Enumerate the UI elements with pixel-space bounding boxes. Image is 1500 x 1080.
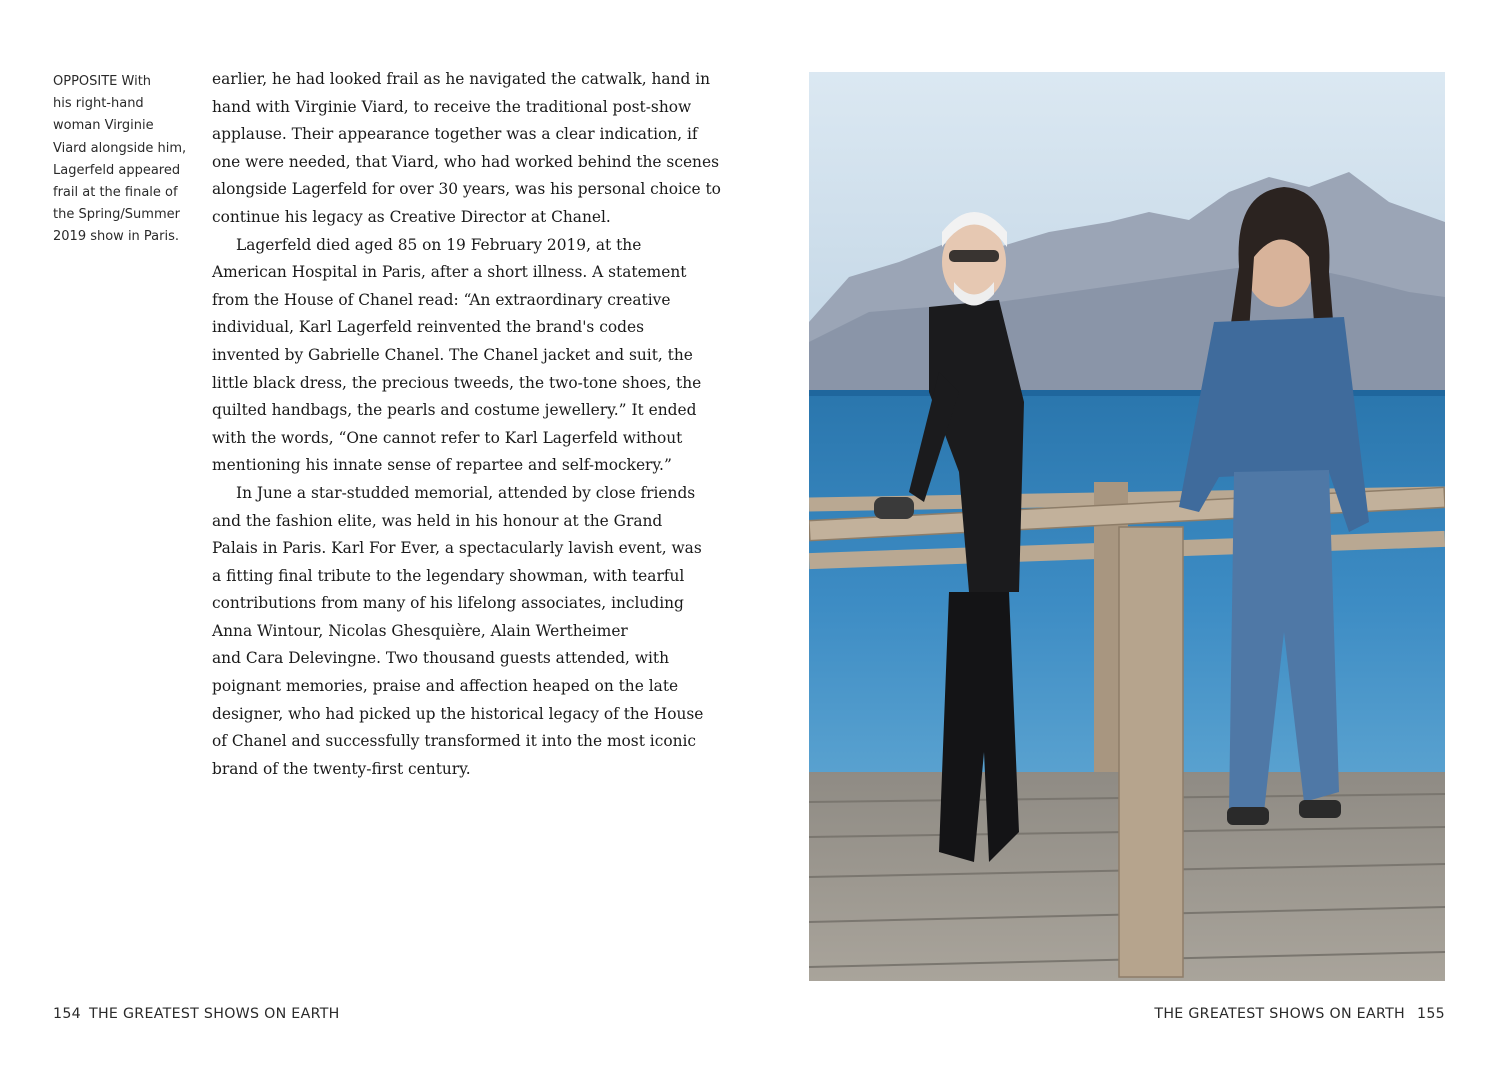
body-line: with the words, “One cannot refer to Karl Lagerfeld without xyxy=(212,428,683,447)
footer-right xyxy=(1154,1006,1445,1022)
body-line: Lagerfeld died aged 85 on 19 February 2019, at the xyxy=(236,235,642,254)
body-line: a fitting final tribute to the legendary showman, with tearful xyxy=(212,566,685,585)
body-line: alongside Lagerfeld for over 30 years, was his personal choice to xyxy=(212,180,721,199)
body-line: little black dress, the precious tweeds, the two-tone shoes, the xyxy=(212,373,702,392)
body-line: Anna Wintour, Nicolas Ghesquière, Alain Wertheimer xyxy=(212,621,628,640)
body-text xyxy=(212,66,721,783)
body-line: earlier, he had looked frail as he navigated the catwalk, hand in xyxy=(212,70,711,88)
runway-photo xyxy=(809,72,1445,981)
body-line: poignant memories, praise and affection heaped on the late xyxy=(212,677,679,696)
footer-left xyxy=(53,1006,340,1022)
right-page-number: 155 xyxy=(1417,1006,1445,1022)
caption-line: woman Virginie xyxy=(53,118,154,134)
body-line: Palais in Paris. Karl For Ever, a spectacularly lavish event, was xyxy=(212,539,702,558)
caption-line: his right-hand xyxy=(53,96,144,112)
caption-line: the Spring/Summer xyxy=(53,207,180,223)
body-line: designer, who had picked up the historical legacy of the House xyxy=(212,704,704,723)
body-line: of Chanel and successfully transformed it into the most iconic xyxy=(212,732,697,751)
body-line: applause. Their appearance together was a clear indication, if xyxy=(212,125,698,144)
body-line: American Hospital in Paris, after a short illness. A statement xyxy=(212,263,687,282)
body-line: continue his legacy as Creative Director at Chanel. xyxy=(212,207,611,226)
body-line: brand of the twenty-first century. xyxy=(212,759,471,778)
body-line: individual, Karl Lagerfeld reinvented the brand's codes xyxy=(212,318,644,337)
body-line: invented by Gabrielle Chanel. The Chanel jacket and suit, the xyxy=(212,345,693,364)
body-line: mentioning his innate sense of repartee and self-mockery.” xyxy=(212,456,672,475)
left-running-title: THE GREATEST SHOWS ON EARTH xyxy=(88,1006,340,1022)
body-line: quilted handbags, the pearls and costume jewellery.” It ended xyxy=(212,401,697,420)
caption-line: 2019 show in Paris. xyxy=(53,229,180,245)
photo-caption xyxy=(53,71,187,249)
right-running-title: THE GREATEST SHOWS ON EARTH xyxy=(1154,1006,1406,1022)
runway-photo-illustration xyxy=(809,72,1445,981)
caption-line: frail at the finale of xyxy=(53,185,178,201)
body-line: In June a star-studded memorial, attended by close friends xyxy=(236,483,696,502)
body-line: contributions from many of his lifelong associates, including xyxy=(212,594,684,613)
left-page-number: 154 xyxy=(53,1006,81,1022)
body-line: hand with Virginie Viard, to receive the traditional post-show xyxy=(212,97,692,116)
body-line: and the fashion elite, was held in his honour at the Grand xyxy=(212,511,663,530)
body-line: from the House of Chanel read: “An extraordinary creative xyxy=(212,290,671,309)
caption-line: Lagerfeld appeared xyxy=(53,162,181,178)
body-line: one were needed, that Viard, who had worked behind the scenes xyxy=(212,152,719,171)
caption-line: Viard alongside him, xyxy=(53,140,187,156)
caption-line: OPPOSITE With xyxy=(53,74,152,89)
body-line: and Cara Delevingne. Two thousand guests attended, with xyxy=(212,649,670,668)
